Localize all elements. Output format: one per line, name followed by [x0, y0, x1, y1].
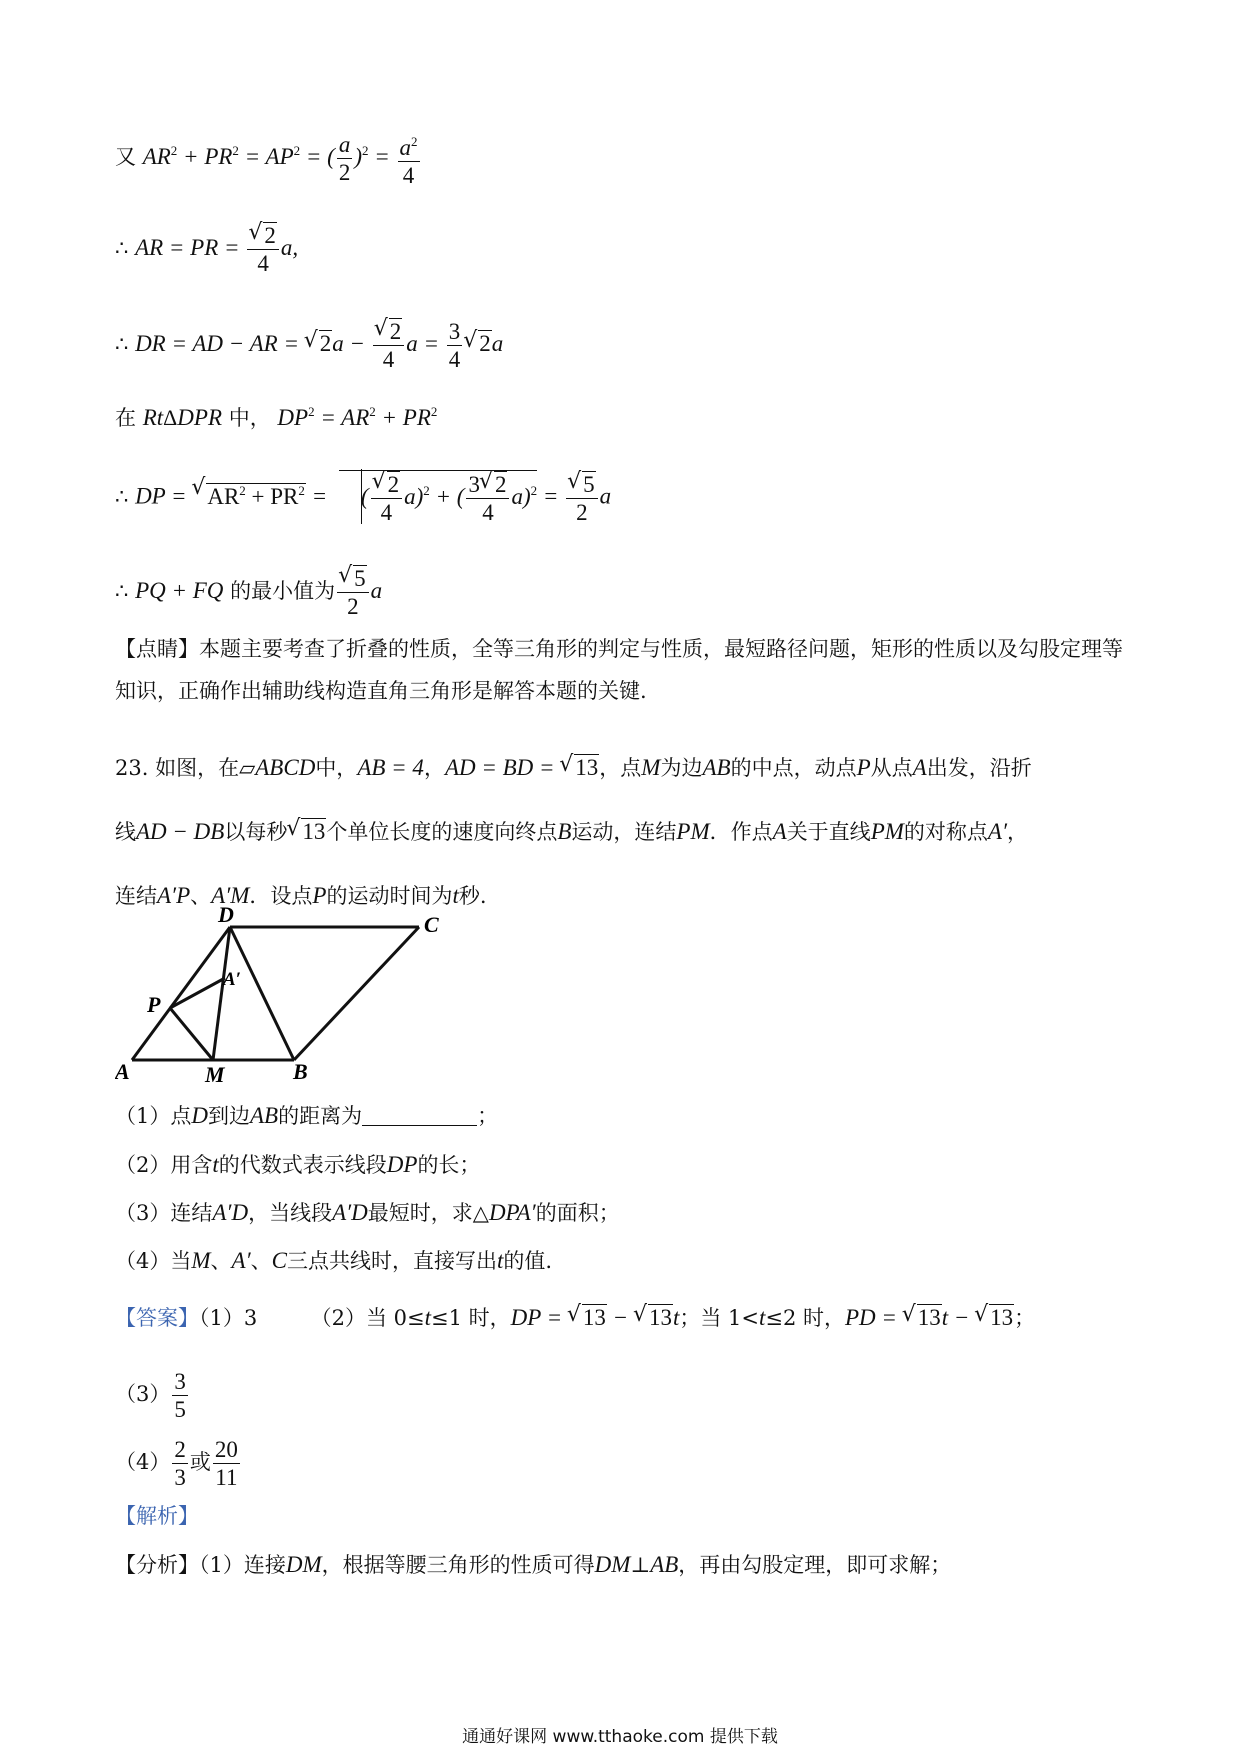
answer-line-3 [115, 1368, 190, 1423]
label-B: B [293, 1059, 308, 1084]
text: ，当线段 [248, 1201, 333, 1225]
segment-CB [294, 927, 419, 1060]
text: ≤2 时， [765, 1306, 845, 1330]
answer-blank [362, 1125, 477, 1126]
text: ；当 1< [679, 1306, 759, 1330]
text: （2）用含 [115, 1153, 213, 1177]
parallelogram-figure [115, 905, 455, 1105]
segment-DB [230, 927, 294, 1060]
text: （1）连接 [199, 1553, 286, 1577]
text: ．作点 [709, 820, 773, 844]
fraction-a-over-2: $\frac{a}{2}$ [338, 132, 351, 185]
text: 的值. [503, 1249, 553, 1273]
analysis-sub-tag: 【分析】 [115, 1553, 199, 1577]
question-2: （2）用含t的代数式表示线段DP的长； [115, 1152, 481, 1177]
line-2: ∴ AR = PR = √ $\frac{2}{4}$ a, [115, 222, 298, 277]
problem-23: 23. 如图，在▱ABCD中，AB = 4，AD = BD = √ 13，点M为边AB的中点，动点P从点A出发，沿折 线AD − DB以每秒√ 13个单位长度的速度向终点B运动，连结PM．作点A关于直线PM的对称点A′， 连结A′P、A′M．设点P的运动时间为t秒. [115, 736, 1125, 928]
label-A: A [115, 1059, 130, 1084]
text-you: 又 [115, 145, 136, 169]
text: 以每秒 [224, 820, 288, 844]
answer-line-4 [115, 1436, 242, 1491]
fraction-sqrt2-over-4: √ $\frac{2}{4}$ [247, 222, 279, 277]
text: （2）当 0≤ [310, 1306, 425, 1330]
label-A-prime: A′ [223, 969, 242, 990]
answer-line-1: 【答案】（1）3 （2）当 0≤t≤1 时，DP = √ 13 − √ 13t；当 1<t≤2 时，PD = √ 13t − √ 13； [115, 1303, 1035, 1333]
answer-1: （1）3 [199, 1306, 258, 1330]
text: 、 [210, 1249, 232, 1273]
fraction-a2-over-4: $\frac{a^2}{4}$ [398, 128, 420, 189]
text: 关于直线 [786, 820, 871, 844]
text: ； [477, 1104, 499, 1128]
text: ； [1014, 1306, 1036, 1330]
segment-PM [170, 1008, 213, 1060]
text: 三点共线时，直接写出 [286, 1249, 497, 1273]
text: 的距离为 [278, 1104, 363, 1128]
text: 线 [115, 820, 136, 844]
text: 为边 [660, 756, 703, 780]
text: ，根据等腰三角形的性质可得 [321, 1553, 595, 1577]
question-1: （1）点D到边AB的距离为 ； [115, 1103, 499, 1128]
line-3: ∴ DR = AD − AR = √ 2a − √ $\frac{2}{4}$ a = $\frac{3}{4}$ √ 2a [115, 318, 503, 373]
therefore-symbol: ∴ [115, 579, 129, 603]
page-footer: 通通好课网 www.tthaoke.com 提供下载 [462, 1727, 778, 1747]
text-min-value: 的最小值为 [230, 579, 336, 603]
text: ．设点 [249, 884, 313, 908]
label-C: C [424, 912, 439, 937]
text-zhong: 中， [228, 406, 271, 430]
fraction-3-5: $\frac{3}{5}$ [174, 1369, 186, 1422]
text: 的对称点 [903, 820, 988, 844]
text: （4）当 [115, 1249, 192, 1273]
text: 连结 [115, 884, 157, 908]
analysis-line: 【分析】（1）连接DM，根据等腰三角形的性质可得DM⊥AB，再由勾股定理，即可求解； [115, 1552, 952, 1577]
text: 的中点，动点 [730, 756, 857, 780]
comment-tag: 【点睛】 [115, 637, 199, 661]
fraction-20-11: $\frac{20}{11}$ [214, 1437, 238, 1490]
line-5: ∴ DP = √ $AR^2 + PR^2$ = ( √ $\frac{2}{4}$ a)$^2$ + ( $\frac{3√ 2}{4}$ a)$^2$ = √ $\frac{5}{2}$ a [115, 470, 611, 526]
text: 到边 [208, 1104, 250, 1128]
text: 秒. [458, 884, 487, 908]
text: 最短时，求 [367, 1201, 473, 1225]
text: 出发，沿折 [926, 756, 1032, 780]
question-3: （3）连结A′D，当线段A′D最短时，求△DPA′的面积； [115, 1200, 620, 1225]
text: 从点 [870, 756, 913, 780]
text: 的面积； [535, 1201, 620, 1225]
label-M: M [205, 1062, 225, 1087]
line-4: 在 RtΔDPR 中， $DP^2 = AR^2 + PR^2$ [115, 404, 438, 430]
text: 个单位长度的速度向终点 [326, 820, 558, 844]
text: 、 [250, 1249, 272, 1273]
comment-paragraph [115, 628, 1125, 712]
text-or: 或 [189, 1450, 211, 1474]
analysis-tag: 【解析】 [115, 1504, 199, 1528]
text: 的代数式表示线段 [218, 1153, 387, 1177]
line-6: ∴ PQ + FQ 的最小值为 √ $\frac{5}{2}$ a [115, 565, 382, 620]
therefore-symbol: ∴ [115, 484, 129, 509]
answer-tag: 【答案】 [115, 1306, 199, 1330]
big-radical: ( √ $\frac{2}{4}$ a)$^2$ + ( $\frac{3√ 2}{4}$ a)$^2$ [339, 470, 537, 526]
therefore-symbol: ∴ [115, 332, 129, 356]
label-P: P [147, 992, 161, 1017]
text: ，再由勾股定理，即可求解； [678, 1553, 952, 1577]
text: ， [1007, 820, 1028, 844]
text: 中， [315, 756, 358, 780]
label-D: D [218, 905, 234, 927]
fraction-2-3: $\frac{2}{3}$ [174, 1437, 186, 1490]
text: ≤1 时， [431, 1306, 511, 1330]
comment-text: 本题主要考查了折叠的性质，全等三角形的判定与性质，最短路径问题，矩形的性质以及勾股定理等知识，正确作出辅助线构造直角三角形是解答本题的关键. [115, 637, 1123, 703]
text: （3）连结 [115, 1201, 213, 1225]
answer-3-label: （3） [115, 1382, 171, 1406]
text: ，点 [599, 756, 642, 780]
segment-PA-prime [170, 978, 225, 1008]
text: 运动，连结 [571, 820, 677, 844]
text: （1）点 [115, 1104, 192, 1128]
problem-number: 23. [115, 756, 149, 780]
line-1: 又 $AR^2 + PR^2 = AP^2$ = ( $\frac{a}{2}$ )$^2$ = $\frac{a^2}{4}$ [115, 128, 422, 189]
answer-4-label: （4） [115, 1450, 171, 1474]
text: 、 [190, 884, 212, 908]
text: 的运动时间为 [326, 884, 453, 908]
text-zai: 在 [115, 406, 136, 430]
text: 如图，在 [155, 756, 240, 780]
therefore-symbol: ∴ [115, 236, 129, 260]
question-4: （4）当M、A′、C三点共线时，直接写出t的值. [115, 1248, 553, 1273]
text: 的长； [417, 1153, 481, 1177]
